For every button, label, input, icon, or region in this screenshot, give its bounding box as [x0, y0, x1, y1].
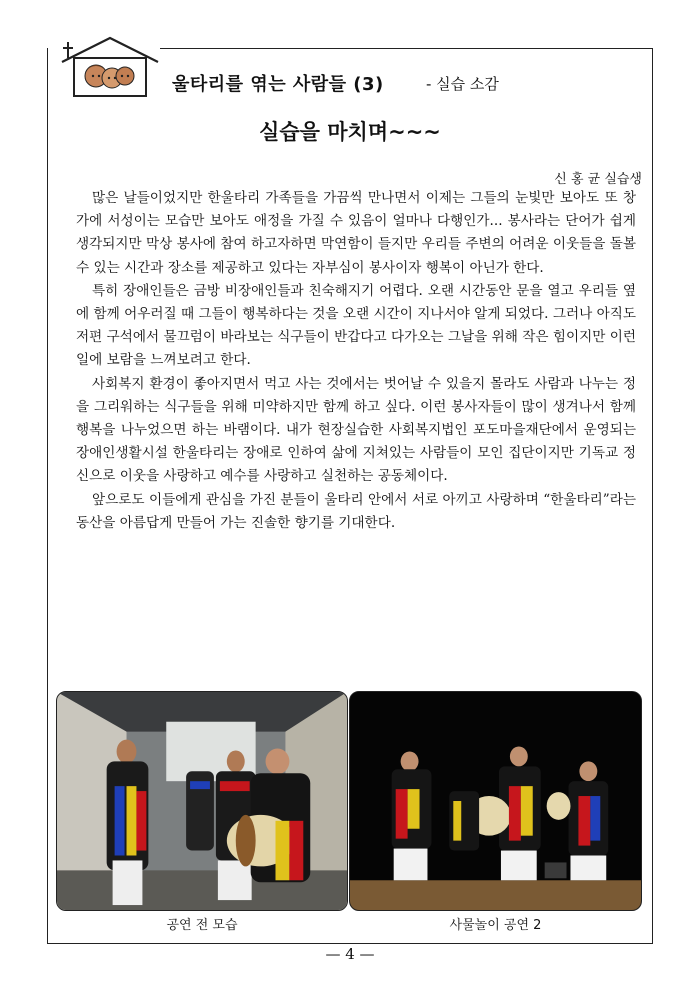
paragraph: 사회복지 환경이 좋아지면서 먹고 사는 것에서는 벗어날 수 있을지 몰라도 사람과 나누는 정을 그리워하는 식구들을 위해 미약하지만 함께 하고 싶다. 이런 봉사자들이 많이 생겨나서 함께 행복을 나누었으면 하는 바램이다. 내가 현장실습한 사회복지법인 포도마을재단에서 운영되는 장애인생활시설 한울타리는 장애로 인하여 삶에 지쳐있는 사람들이 모인 집단이지만 기독교 정신으로 이웃을 사랑하고 예수를 사랑하고 실천하는 공동체이다. — [76, 375, 636, 485]
page-number: — 4 — — [325, 945, 375, 963]
section-title: 울타리를 엮는 사람들 (3) — [172, 74, 384, 95]
photo-samulnori-performance — [349, 691, 642, 911]
paragraph: 특히 장애인들은 금방 비장애인들과 친숙해지기 어렵다. 오랜 시간동안 문을 열고 우리들 옆에 함께 어우러질 때 그들이 행복하다는 것을 오랜 시간이 지나서야 알게 되었다. 그러나 아직도 저편 구석에서 물끄럼이 바라보는 식구들이 반갑다고 다가오는 그날을 위해 작은 힘이지만 이런 일에 보람을 느껴보려고 한다. — [76, 282, 636, 369]
article-title: 실습을 마치며~~~ — [259, 120, 441, 144]
section-subtitle: - 실습 소감 — [426, 75, 499, 93]
photo-caption: 공연 전 모습 — [166, 918, 238, 933]
photo-before-performance — [56, 691, 348, 911]
page-frame-top-border — [160, 48, 653, 49]
photo-caption: 사물놀이 공연 2 — [449, 918, 542, 933]
author-name: 신 홍 균 실습생 — [554, 172, 642, 187]
article-body — [76, 187, 636, 535]
paragraph: 앞으로도 이들에게 관심을 가진 분들이 울타리 안에서 서로 아끼고 사랑하며 “한울타리”라는 동산을 아름답게 만들어 가는 진솔한 향기를 기대한다. — [76, 491, 636, 531]
paragraph: 많은 날들이었지만 한울타리 가족들을 가끔씩 만나면서 이제는 그들의 눈빛만 보아도 또 창가에 서성이는 모습만 보아도 애정을 가질 수 있음이 얼마나 다행인가... 봉사라는 단어가 쉽게 생각되지만 막상 봉사에 참여 하고자하면 막연함이 들지만 우리들 주변의 어려운 이웃들을 돌볼 수 있는 시간과 장소를 제공하고 있다는 자부심이 봉사이자 행복이 아닌가 한다. — [76, 190, 636, 276]
